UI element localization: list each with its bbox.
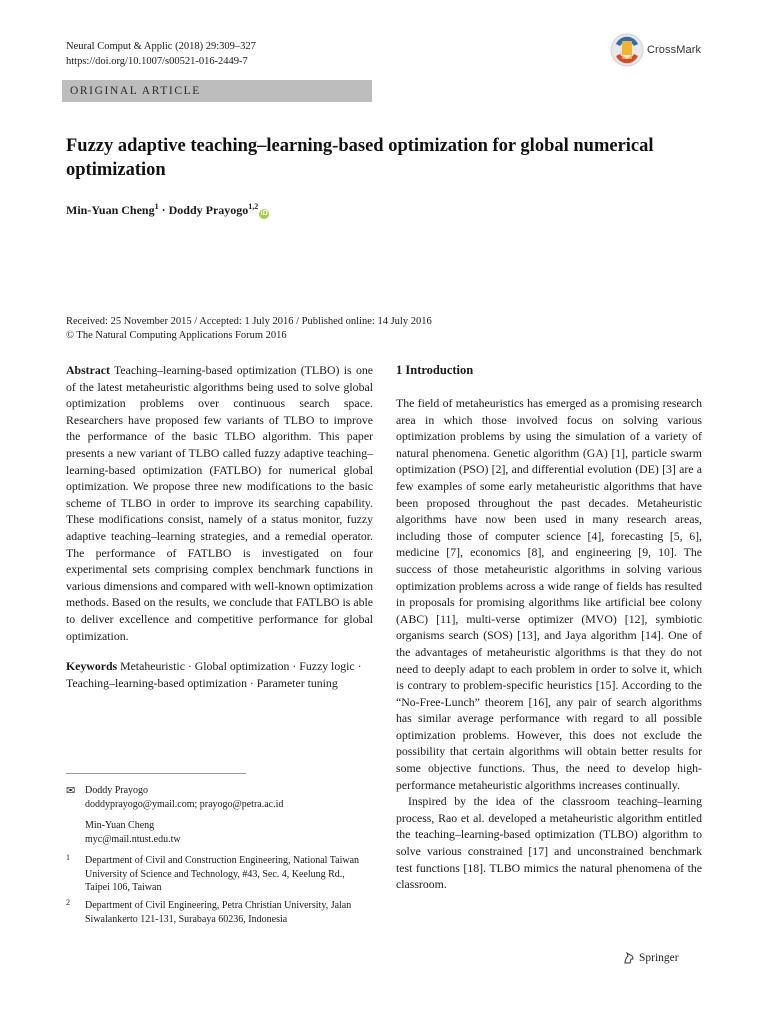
affiliation-number: 1 [66,853,70,862]
author-list [66,202,269,219]
abstract [66,362,373,644]
keywords-text: Metaheuristic · Global optimization · Fuzzy logic · Teaching–learning-based optimization · Parameter tuning [66,659,362,690]
left-column [66,362,373,691]
journal-citation: Neural Comput & Applic (2018) 29:309–327 [66,41,256,52]
author-name[interactable]: Doddy Prayogo [168,203,249,217]
affiliation-text: Department of Civil and Construction Engineering, National Taiwan University of Science and Technology, #43, Sec. 4, Keelung Rd., Taipei 106, Taiwan [85,855,360,894]
intro-paragraph: The field of metaheuristics has emerged as a promising research area in which those involved focus on solving various optimization problems by using the simulation of a variety of natural phenomena. Genetic algorithm (GA) [1], particle swarm optimization (PSO) [2], and differential evolution (DE) [3] are a few examples of some early metaheuristic algorithms that have been proposed throughout the past decades. Metaheuristic algorithms have now been used in many research areas, including those of computer science [4], forecasting [5, 6], medicine [7], economics [8], and engineering [9, 10]. The success of those metaheuristic algorithms in solving various optimization problems across a wide range of fields has resulted in proposals for promising algorithms like artificial bee colony (ABC) [11], multi-verse optimizer (MVO) [12], symbiotic organisms search (SOS) [13], and Jaya algorithm [14]. One of the advantages of metaheuristic algorithms is that they do not need to deeply adapt to each problem in order to solve it, which is contrary to problem-specific heuristics [15]. According to the “No-Free-Lunch” theorem [16], any pair of search algorithms has similar average performance with regard to all possible optimization problems. However, this does not exclude the possibility that certain algorithms will obtain better results for some objective functions. Thus, the need to develop high-performance metaheuristic algorithms increases continually. [396,396,702,792]
publisher-name: Springer [639,952,679,964]
publication-dates: Received: 25 November 2015 / Accepted: 1 July 2016 / Published online: 14 July 2016 [66,316,432,327]
publisher-mark [622,951,679,965]
crossmark-badge[interactable] [610,31,701,69]
corr-author-email[interactable]: myc@mail.ntust.edu.tw [85,833,181,845]
crossmark-label: CrossMark [647,44,702,56]
correspondence-block [85,784,283,846]
corr-author-name: Min-Yuan Cheng [85,820,155,832]
copyright-line: © The Natural Computing Applications Forum 2016 [66,330,287,341]
keywords [66,658,373,691]
corr-author-name: Doddy Prayogo [85,785,149,796]
author-affil-sup: 1 [154,202,159,211]
article-type-label: ORIGINAL ARTICLE [62,80,372,102]
orcid-icon[interactable]: iD [260,210,268,217]
affiliation-text: Department of Civil Engineering, Petra Christian University, Jalan Siwalankerto 121-131, Surabaya 60236, Indonesia [85,900,352,925]
corr-author-email[interactable]: doddyprayogo@ymail.com; prayogo@petra.ac.id [85,798,284,810]
author-separator: · [158,203,169,217]
footnote-divider [66,773,246,774]
abstract-label: Abstract [66,363,110,377]
intro-paragraph: Inspired by the idea of the classroom teaching–learning process, Rao et al. developed a metaheuristic algorithm entitled the teaching–learning-based optimization (TLBO) algorithm to solve various constrained [17] and unconstrained benchmark test functions [18]. TLBO mimics the natural phenomena of the classroom. [396,794,702,892]
author-affil-sup: 1,2 [248,202,259,211]
affiliation-number: 2 [66,898,70,907]
author-name[interactable]: Min-Yuan Cheng [66,203,155,217]
crossmark-icon [610,31,644,69]
envelope-icon: ✉ [66,785,76,797]
keywords-label: Keywords [66,659,118,674]
abstract-text: Teaching–learning-based optimization (TLBO) is one of the latest metaheuristic algorithms being used to solve global optimization problems over continuous search space. Researchers have proposed few variants of TLBO to improve the performance of the basic TLBO algorithm. This paper presents a new variant of TLBO called fuzzy adaptive teaching–learning-based optimization (FATLBO) for numerical global optimization. We propose three new modifications to the basic scheme of TLBO in order to improve its searching capability. These modifications consist, namely of a status monitor, fuzzy adaptive teaching–learning strategies, and a remedial operator. The performance of FATLBO is investigated on four experimental sets comprising complex benchmark functions in various dimensions and compared with well-known optimization methods. Based on the results, we conclude that FATLBO is able to deliver excellence and competitive performance for global optimization. [66,363,373,643]
springer-horse-icon [622,951,636,965]
journal-doi-link[interactable]: https://doi.org/10.1007/s00521-016-2449-7 [66,56,248,67]
paper-title: Fuzzy adaptive teaching–learning-based optimization for global numerical optimization [66,136,654,180]
right-column [396,395,702,893]
section-heading: 1 Introduction [396,363,474,377]
